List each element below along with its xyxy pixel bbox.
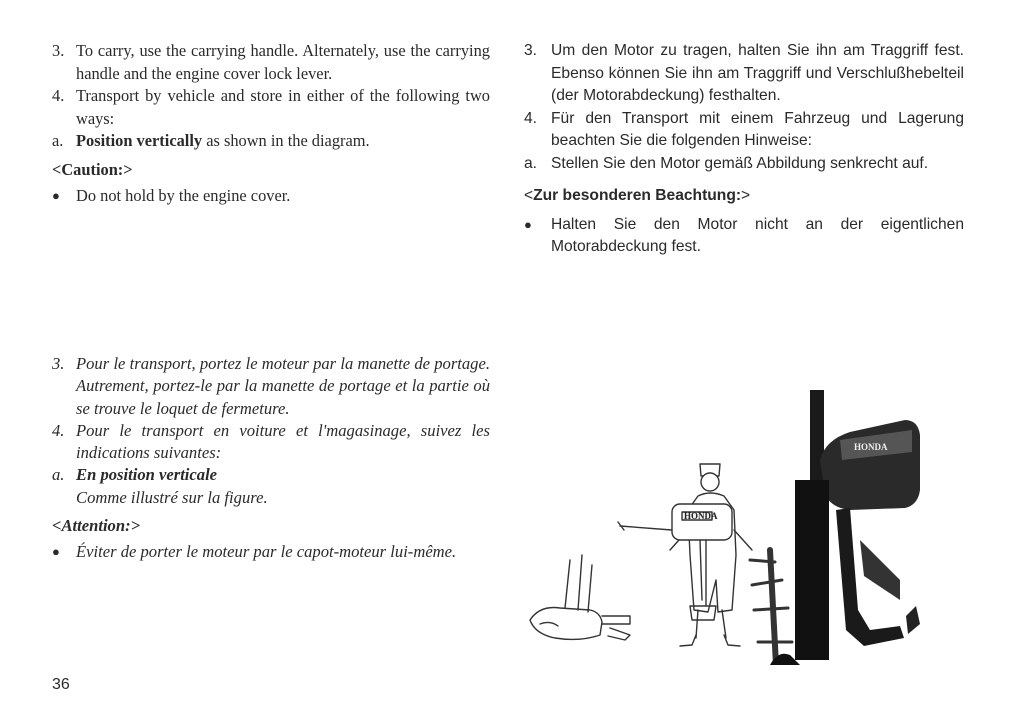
english-item-4 [52, 85, 490, 130]
outboard-motor-illustration [520, 380, 980, 665]
german-column [524, 40, 964, 259]
french-bullet [52, 541, 490, 563]
caution-open: < [524, 187, 534, 204]
bullet-text: Éviter de porter le moteur par le capot-moteur lui-même. [76, 542, 457, 562]
french-item-a [52, 464, 490, 509]
item-text [76, 464, 490, 509]
item-number: 4. [52, 86, 65, 105]
item-rest-text: as shown in the diagram. [202, 131, 370, 150]
large-logo: HONDA [854, 442, 888, 452]
item-sub-text: Comme illustré sur la figure. [76, 487, 268, 507]
german-item-3 [524, 40, 964, 108]
french-column [52, 353, 490, 564]
item-letter: a. [52, 465, 65, 485]
french-item-4 [52, 420, 490, 465]
item-text: Um den Motor zu tragen, halten Sie ihn am Traggriff fest. Ebenso können Sie ihn am Traggriff und Verschlußhebelteil (der Motorabdeckung) festhalten. [551, 42, 964, 104]
item-bold-text: Position vertically [76, 131, 203, 150]
item-text: Für den Transport mit einem Fahrzeug und Lagerung beachten Sie die folgenden Hinweise: [551, 109, 964, 149]
caution-close: > [741, 187, 751, 204]
item-letter: a. [52, 131, 64, 150]
caution-label: Zur besonderen Beachtung: [533, 187, 742, 204]
item-number: 3. [52, 354, 65, 373]
item-text: Stellen Sie den Motor gemäß Abbildung senkrecht auf. [551, 154, 929, 172]
german-item-4 [524, 108, 964, 153]
item-text: Pour le transport, portez le moteur par la manette de portage. Autrement, portez-le par la manette de portage et la partie où se trouve le loquet de fermeture. [76, 354, 490, 418]
item-text [76, 130, 490, 153]
bullet-icon: ● [524, 216, 532, 232]
item-bold-text: En position verticale [76, 465, 218, 485]
english-column [52, 40, 490, 208]
german-bullet [524, 214, 964, 259]
bullet-text: Halten Sie den Motor nicht an der eigentlichen Motorabdeckung fest. [551, 215, 964, 255]
item-number: 4. [52, 420, 65, 440]
german-caution-heading [524, 185, 964, 208]
english-item-a [52, 130, 490, 153]
bullet-icon: ● [52, 544, 60, 560]
small-logo: HONDA [684, 511, 718, 521]
large-outboard-motor [770, 390, 920, 665]
english-caution-heading [52, 159, 490, 182]
bullet-text: Do not hold by the engine cover. [76, 186, 291, 205]
french-item-3 [52, 353, 490, 420]
item-text: Transport by vehicle and store in either of the following two ways: [76, 86, 490, 128]
item-text: Pour le transport en voiture et l'magasinage, suivez les indications suivantes: [76, 420, 490, 463]
caution-label: <Caution:> [52, 159, 133, 179]
bullet-icon: ● [52, 188, 60, 203]
caution-label: <Attention:> [52, 516, 141, 536]
person-carrying-motor [618, 464, 752, 646]
english-item-3 [52, 40, 490, 85]
english-bullet [52, 185, 490, 208]
small-motor-sketch [530, 555, 630, 640]
french-caution-heading [52, 515, 490, 537]
page-number: 36 [52, 676, 70, 693]
item-number: 3. [524, 42, 538, 59]
item-number: 3. [52, 41, 65, 60]
item-letter: a. [524, 154, 538, 172]
item-number: 4. [524, 109, 538, 127]
motor-stand [750, 550, 792, 665]
item-text: To carry, use the carrying handle. Alternately, use the carrying handle and the engine cover lock lever. [76, 41, 490, 83]
german-item-a [524, 153, 964, 176]
